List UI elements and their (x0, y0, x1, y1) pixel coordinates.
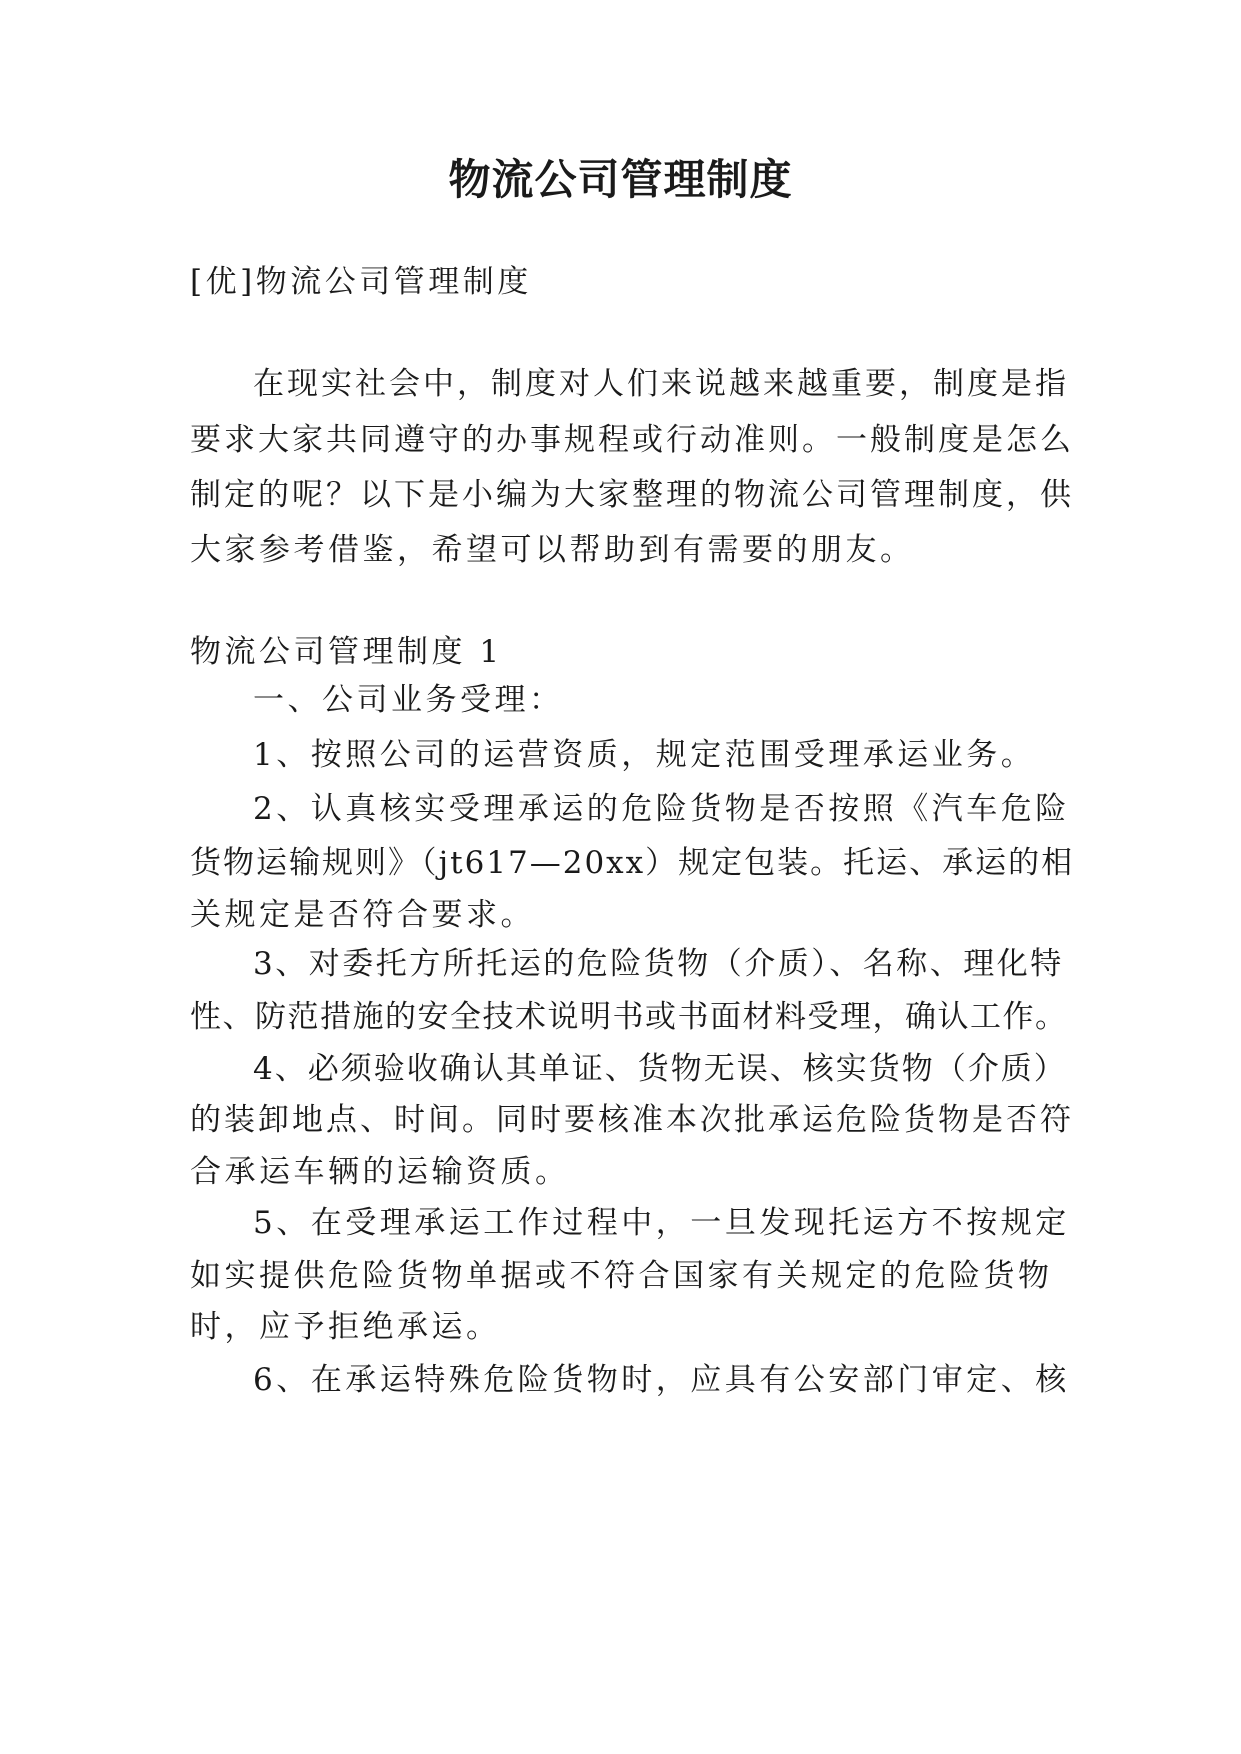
document-title: 物流公司管理制度 (448, 155, 793, 204)
body-line: 6、在承运特殊危险货物时，应具有公安部门审定、核 (253, 1362, 1070, 1398)
body-line: 4、必须验收确认其单证、货物无误、核实货物（介质） (253, 1051, 1067, 1087)
body-line: 性、防范措施的安全技术说明书或书面材料受理，确认工作。 (190, 999, 1068, 1035)
intro-line: 大家参考借鉴，希望可以帮助到有需要的朋友。 (190, 532, 915, 568)
intro-line: 要求大家共同遵守的办事规程或行动准则。一般制度是怎么 (190, 422, 1074, 458)
intro-line: 制定的呢？以下是小编为大家整理的物流公司管理制度，供 (190, 477, 1074, 513)
body-line: 货物运输规则》（jt617—20xx）规定包装。托运、承运的相 (190, 845, 1075, 881)
section-heading: 物流公司管理制度 1 (190, 634, 503, 670)
body-line: 一、公司业务受理： (253, 682, 564, 718)
document-subtitle: [优]物流公司管理制度 (190, 264, 532, 300)
body-line: 5、在受理承运工作过程中，一旦发现托运方不按规定 (253, 1205, 1070, 1241)
body-line: 2、认真核实受理承运的危险货物是否按照《汽车危险 (253, 791, 1070, 827)
body-line: 的装卸地点、时间。同时要核准本次批承运危险货物是否符 (190, 1102, 1074, 1138)
body-line: 如实提供危险货物单据或不符合国家有关规定的危险货物 (190, 1258, 1053, 1294)
body-line: 合承运车辆的运输资质。 (190, 1154, 570, 1190)
body-line: 关规定是否符合要求。 (190, 897, 535, 933)
body-line: 3、对委托方所托运的危险货物（介质）、名称、理化特 (253, 946, 1064, 982)
body-line: 1、按照公司的运营资质，规定范围受理承运业务。 (253, 737, 1036, 773)
body-line: 时，应予拒绝承运。 (190, 1309, 501, 1345)
intro-line: 在现实社会中，制度对人们来说越来越重要，制度是指 (253, 366, 1069, 402)
